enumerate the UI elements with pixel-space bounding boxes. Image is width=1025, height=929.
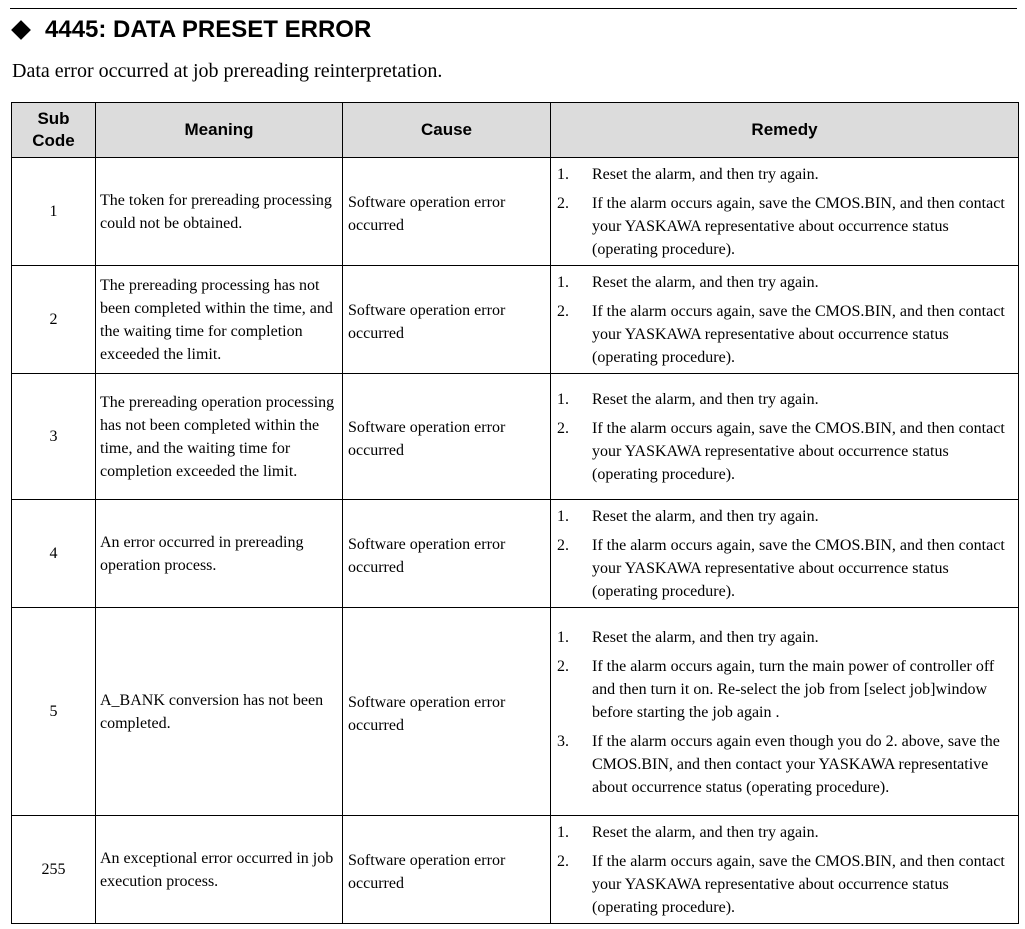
meaning-cell: The prereading operation processing has not been completed within the time, and the waiting time for completion exceeded the limit. [96, 374, 343, 500]
remedy-cell [551, 158, 1019, 266]
top-rule [10, 8, 1017, 9]
cause-cell: Software operation error occurred [343, 608, 551, 816]
error-table [11, 102, 1019, 924]
remedy-step-text: Reset the alarm, and then try again. [592, 824, 819, 841]
remedy-step-number: 3. [557, 732, 569, 750]
remedy-step [557, 192, 1010, 261]
page-title: 4445: DATA PRESET ERROR [45, 16, 372, 43]
remedy-step-number: 1. [557, 508, 569, 525]
remedy-step-number: 2. [557, 657, 569, 675]
table-row [12, 158, 1019, 266]
remedy-cell [551, 500, 1019, 608]
table-row [12, 374, 1019, 500]
remedy-step-number: 1. [557, 628, 569, 646]
remedy-step [557, 163, 1010, 186]
remedy-step-number: 2. [557, 303, 569, 320]
table-row [12, 608, 1019, 816]
remedy-step [557, 300, 1010, 369]
remedy-step [557, 821, 1010, 844]
remedy-cell [551, 816, 1019, 924]
page-subtitle: Data error occurred at job prereading reinterpretation. [12, 60, 443, 82]
meaning-cell: An error occurred in prereading operation process. [96, 500, 343, 608]
sub-code-cell: 3 [12, 374, 96, 500]
remedy-step-text: Reset the alarm, and then try again. [592, 166, 819, 183]
remedy-step-text: If the alarm occurs again, save the CMOS.BIN, and then contact your YASKAWA representative about occurrence status (operating procedure). [592, 537, 1005, 600]
column-header-remedy: Remedy [551, 103, 1019, 158]
remedy-step-text: If the alarm occurs again, save the CMOS.BIN, and then contact your YASKAWA representative about occurrence status (operating procedure). [592, 853, 1005, 916]
column-header-sub-code: Sub Code [12, 103, 96, 158]
remedy-step-text: If the alarm occurs again, save the CMOS.BIN, and then contact your YASKAWA representative about occurrence status (operating procedure). [592, 195, 1005, 258]
remedy-step-number: 1. [557, 274, 569, 291]
diamond-bullet-icon [11, 20, 31, 40]
cause-cell: Software operation error occurred [343, 158, 551, 266]
table-body [12, 158, 1019, 924]
meaning-cell: An exceptional error occurred in job execution process. [96, 816, 343, 924]
remedy-step-text: If the alarm occurs again even though you do 2. above, save the CMOS.BIN, and then contact your YASKAWA representative about occurrence status (operating procedure). [592, 732, 1000, 796]
remedy-cell [551, 608, 1019, 816]
remedy-step-number: 1. [557, 166, 569, 183]
remedy-step [557, 655, 1010, 724]
remedy-step-text: If the alarm occurs again, save the CMOS.BIN, and then contact your YASKAWA representative about occurrence status (operating procedure). [592, 303, 1005, 366]
cause-cell: Software operation error occurred [343, 374, 551, 500]
remedy-step-text: Reset the alarm, and then try again. [592, 628, 819, 646]
page-heading [10, 14, 371, 46]
remedy-cell [551, 374, 1019, 500]
remedy-step-text: Reset the alarm, and then try again. [592, 391, 819, 408]
remedy-cell [551, 266, 1019, 374]
remedy-step-text: If the alarm occurs again, turn the main power of controller off and then turn it on. Re-select the job from [select job]window before starting the job again . [592, 657, 995, 721]
table-row [12, 816, 1019, 924]
remedy-step-text: Reset the alarm, and then try again. [592, 274, 819, 291]
sub-code-cell: 5 [12, 608, 96, 816]
table-row [12, 500, 1019, 608]
sub-code-cell: 255 [12, 816, 96, 924]
remedy-step-number: 1. [557, 391, 569, 408]
sub-code-cell: 2 [12, 266, 96, 374]
table-row [12, 266, 1019, 374]
column-header-cause: Cause [343, 103, 551, 158]
meaning-cell: The token for prereading processing could not be obtained. [96, 158, 343, 266]
meaning-cell: A_BANK conversion has not been completed. [96, 608, 343, 816]
sub-code-cell: 1 [12, 158, 96, 266]
remedy-step-number: 1. [557, 824, 569, 841]
remedy-step-text: Reset the alarm, and then try again. [592, 508, 819, 525]
remedy-step-number: 2. [557, 537, 569, 554]
remedy-step [557, 850, 1010, 919]
sub-code-cell: 4 [12, 500, 96, 608]
remedy-step [557, 730, 1010, 799]
remedy-step [557, 271, 1010, 294]
remedy-step-number: 2. [557, 420, 569, 437]
remedy-step [557, 534, 1010, 603]
remedy-step [557, 388, 1010, 411]
remedy-step [557, 417, 1010, 486]
meaning-cell: The prereading processing has not been completed within the time, and the waiting time for completion exceeded the limit. [96, 266, 343, 374]
remedy-step [557, 505, 1010, 528]
remedy-step [557, 626, 1010, 649]
column-header-meaning: Meaning [96, 103, 343, 158]
remedy-step-number: 2. [557, 195, 569, 212]
cause-cell: Software operation error occurred [343, 266, 551, 374]
cause-cell: Software operation error occurred [343, 816, 551, 924]
remedy-step-number: 2. [557, 853, 569, 870]
cause-cell: Software operation error occurred [343, 500, 551, 608]
table-header-row [12, 103, 1019, 158]
remedy-step-text: If the alarm occurs again, save the CMOS.BIN, and then contact your YASKAWA representative about occurrence status (operating procedure). [592, 420, 1005, 483]
